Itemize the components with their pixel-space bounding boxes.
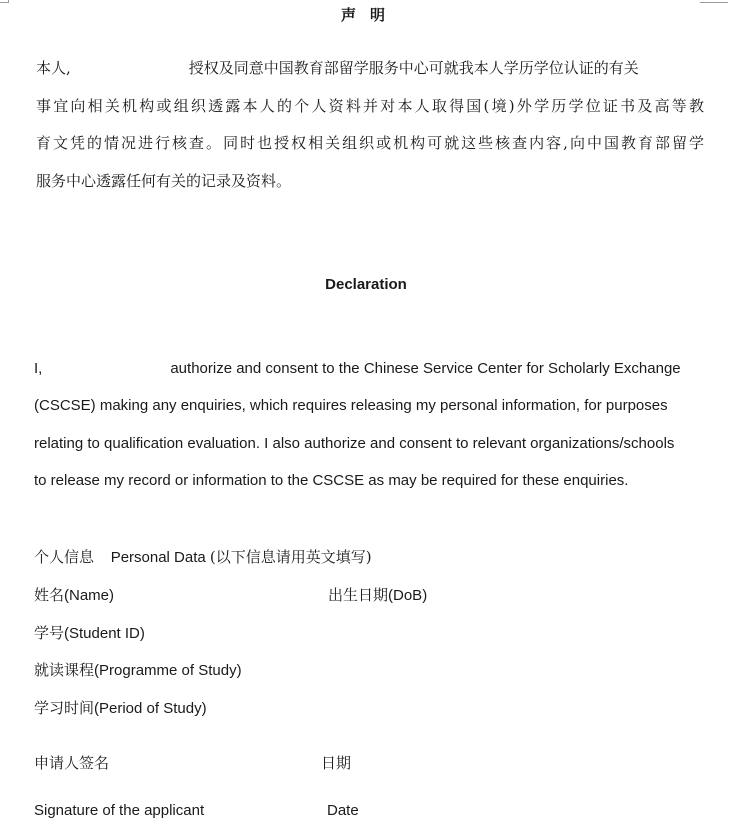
student-id-label-en: (Student ID) <box>64 625 145 642</box>
english-declaration-paragraph <box>34 350 702 499</box>
student-id-field[interactable] <box>34 622 145 643</box>
english-line-3: relating to qualification evaluation. I also authorize and consent to relevant organizations/schools <box>34 434 675 452</box>
page-corner-mark-right <box>700 0 728 3</box>
english-line-2: (CSCSE) making any enquiries, which requires releasing my personal information, for purposes <box>34 397 668 415</box>
chinese-line-2: 事宜向相关机构或组织透露本人的个人资料并对本人取得国(境)外学历学位证书及高等教 <box>36 96 704 115</box>
title-english: Declaration <box>325 276 407 293</box>
english-line-1-start: I, <box>34 360 43 377</box>
chinese-line-1-start: 本人, <box>36 59 71 77</box>
title-chinese: 声明 <box>340 6 399 24</box>
period-label-cn: 学习时间 <box>34 699 95 717</box>
programme-label-cn: 就读课程 <box>34 661 95 679</box>
programme-field[interactable] <box>34 659 242 680</box>
name-label-cn: 姓名 <box>34 586 65 604</box>
signature-label-cn: 申请人签名 <box>34 754 110 772</box>
english-line-1 <box>34 350 702 387</box>
name-label-en: (Name) <box>64 587 115 604</box>
chinese-line-3: 育文凭的情况进行核查。同时也授权相关组织或机构可就这些核查内容,向中国教育部留学 <box>36 134 704 153</box>
personal-data-heading <box>34 546 372 567</box>
chinese-line-1 <box>36 50 704 88</box>
dob-field[interactable] <box>328 584 427 605</box>
student-id-label-cn: 学号 <box>34 624 65 642</box>
dob-label-cn: 出生日期 <box>328 586 389 604</box>
programme-label-en: (Programme of Study) <box>94 662 242 679</box>
chinese-declaration-paragraph <box>36 50 704 200</box>
personal-data-heading-cn: 个人信息 <box>34 548 95 566</box>
signature-label-cn-row[interactable] <box>34 752 109 773</box>
chinese-line-1-rest: 授权及同意中国教育部留学服务中心可就我本人学历学位认证的有关 <box>188 59 639 77</box>
chinese-line-4: 服务中心透露任何有关的记录及资料。 <box>36 171 292 190</box>
english-line-1-rest: authorize and consent to the Chinese Service Center for Scholarly Exchange <box>170 360 681 377</box>
date-label-cn[interactable]: 日期 <box>321 754 352 772</box>
period-label-en: (Period of Study) <box>94 700 207 717</box>
page-corner-mark-left <box>0 0 9 3</box>
signature-label-en[interactable]: Signature of the applicant <box>34 802 205 819</box>
personal-data-heading-en: Personal Data <box>110 549 206 566</box>
name-field[interactable] <box>34 584 114 605</box>
date-label-en[interactable]: Date <box>327 802 359 819</box>
dob-label-en: (DoB) <box>388 587 428 604</box>
english-line-4: to release my record or information to the CSCSE as may be required for these enquiries. <box>34 471 629 489</box>
period-field[interactable] <box>34 697 207 718</box>
personal-data-note: (以下信息请用英文填写) <box>209 548 372 566</box>
